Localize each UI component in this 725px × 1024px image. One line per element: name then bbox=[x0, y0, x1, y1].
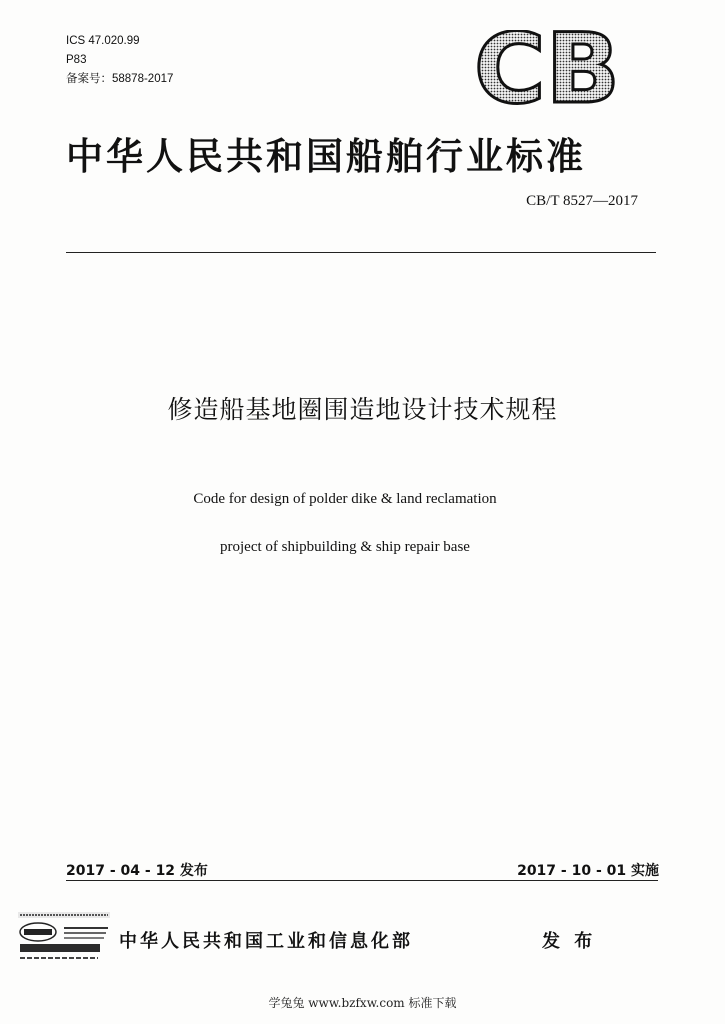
document-title-cn: 修造船基地圈围造地设计技术规程 bbox=[167, 395, 558, 424]
class-code: P83 bbox=[66, 54, 87, 66]
cbitec-stamp bbox=[18, 912, 110, 964]
header-meta bbox=[66, 32, 173, 89]
main-title: 中华人民共和国船舶行业标准 bbox=[66, 135, 586, 178]
document-title-en-line1: Code for design of polder dike & land reclamation bbox=[193, 491, 497, 507]
ics-code: ICS 47.020.99 bbox=[66, 35, 140, 47]
publish-label: 发 布 bbox=[542, 931, 597, 952]
record-number: 备案号：58878-2017 bbox=[66, 73, 174, 85]
cb-logo-text: CB bbox=[474, 30, 620, 110]
issue-date: 2017 - 04 - 12 发布 bbox=[66, 863, 208, 879]
publisher-name: 中华人民共和国工业和信息化部 bbox=[119, 931, 413, 952]
footer-watermark: 学兔兔 www.bzfxw.com 标准下载 bbox=[268, 996, 457, 1010]
effective-date: 2017 - 10 - 01 实施 bbox=[517, 863, 659, 879]
stamp-image bbox=[18, 912, 110, 964]
bottom-divider bbox=[66, 880, 658, 881]
cb-logo bbox=[472, 30, 622, 110]
document-title-en-line2: project of shipbuilding & ship repair base bbox=[220, 539, 470, 555]
standard-number: CB/T 8527—2017 bbox=[526, 193, 638, 209]
top-divider bbox=[66, 252, 656, 253]
